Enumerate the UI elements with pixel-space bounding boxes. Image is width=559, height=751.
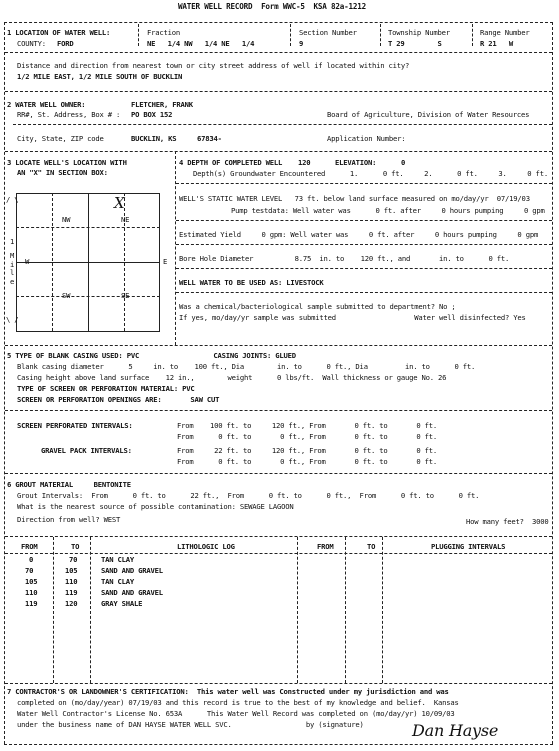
county-value: FORD: [57, 39, 74, 48]
divider: [176, 292, 552, 293]
divider: [5, 473, 552, 474]
certification-line-1: 7 CONTRACTOR'S OR LANDOWNER'S CERTIFICATION: This water well was Constructed under my jurisdiction and was: [7, 687, 449, 696]
log-description: TAN CLAY: [101, 555, 135, 564]
frame-left: [4, 22, 5, 744]
log-from: 105: [25, 577, 38, 586]
divider: [5, 683, 552, 684]
board-text: Board of Agriculture, Division of Water Resources: [327, 110, 530, 119]
mile-arrow-bottom: \ /: [6, 315, 19, 324]
distance-value: 1/2 MILE EAST, 1/2 MILE SOUTH OF BUCKLIN: [17, 72, 183, 81]
elevation-value: 0: [401, 158, 406, 167]
log-from: 119: [25, 599, 38, 608]
log-from: 70: [25, 566, 34, 575]
log-description: SAND AND GRAVEL: [101, 588, 163, 597]
section-value: 9: [299, 39, 304, 48]
perforated-interval-2: From 0 ft. to 0 ft., From 0 ft. to 0 ft.: [177, 432, 438, 441]
divider: [176, 244, 552, 245]
divider: [472, 24, 473, 46]
frame-right: [552, 22, 553, 744]
log-description: GRAY SHALE: [101, 599, 143, 608]
well-location-mark: X: [114, 194, 125, 212]
elevation-label: ELEVATION:: [335, 158, 377, 167]
divider: [297, 537, 298, 683]
divider: [53, 537, 54, 683]
divider: [175, 151, 176, 345]
section-box-title: 3 LOCATE WELL'S LOCATION WITH: [7, 158, 127, 167]
fraction-value: NE 1/4 NW 1/4 NE 1/4: [147, 39, 255, 48]
depth-value: 120: [298, 158, 311, 167]
log-from: 110: [25, 588, 38, 597]
divider: [380, 24, 381, 46]
casing-height-line: Casing height above land surface 12 in., weight 0 lbs/ft. Wall thickness or gauge No. 26: [17, 373, 447, 382]
direction-line: Direction from well? WEST: [17, 515, 121, 524]
log-header-lithologic: LITHOLOGIC LOG: [177, 542, 235, 551]
east-label: E: [163, 257, 168, 266]
log-to: 110: [65, 577, 78, 586]
log-header-from-plug: FROM: [317, 542, 334, 551]
frame-bottom: [4, 744, 553, 745]
log-to: 105: [65, 566, 78, 575]
signature: Dan Hayse: [412, 721, 499, 740]
grout-intervals-line: Grout Intervals: From 0 ft. to 22 ft., From 0 ft. to 0 ft., From 0 ft. to 0 ft.: [17, 491, 480, 500]
divider: [5, 553, 552, 554]
log-to: 120: [65, 599, 78, 608]
log-to: 119: [65, 588, 78, 597]
distance-label: Distance and direction from nearest town or city street address of well if located within city?: [17, 61, 410, 70]
perforated-label: SCREEN PERFORATED INTERVALS:: [17, 421, 133, 430]
divider: [176, 220, 552, 221]
divider: [5, 536, 552, 537]
log-description: TAN CLAY: [101, 577, 135, 586]
range-label: Range Number: [480, 28, 530, 37]
address-label: RR#, St. Address, Box # :: [17, 110, 121, 119]
city-value: BUCKLIN, KS 67834-: [131, 134, 222, 143]
county-label: COUNTY:: [17, 39, 46, 48]
sample-date-line: If yes, mo/day/yr sample was submitted Water well disinfected? Yes: [179, 313, 526, 322]
divider: [138, 24, 139, 46]
divider: [176, 268, 552, 269]
blank-casing-line: Blank casing diameter 5 in. to 100 ft., Dia in. to 0 ft., Dia in. to 0 ft.: [17, 362, 476, 371]
certification-line-2: completed on (mo/day/year) 07/19/03 and this record is true to the best of my knowledge and belief. Kansas: [17, 698, 459, 707]
gravel-interval-1: From 22 ft. to 120 ft., From 0 ft. to 0 ft.: [177, 446, 438, 455]
divider: [345, 537, 346, 683]
bore-line: Bore Hole Diameter 8.75 in. to 120 ft., and in. to 0 ft.: [179, 254, 510, 263]
divider: [290, 24, 291, 46]
divider: [5, 345, 552, 346]
township-label: Township Number: [388, 28, 450, 37]
section-label: Section Number: [299, 28, 357, 37]
ne-label: NE: [121, 215, 130, 224]
mile-arrow-top: / \: [6, 195, 19, 204]
gravel-interval-2: From 0 ft. to 0 ft., From 0 ft. to 0 ft.: [177, 457, 438, 466]
log-header-from: FROM: [21, 542, 38, 551]
location-label: 1 LOCATION OF WATER WELL:: [7, 28, 111, 37]
log-header-to-plug: TO: [367, 542, 376, 551]
screen-material-line: TYPE OF SCREEN OR PERFORATION MATERIAL: PVC: [17, 384, 195, 393]
owner-label: 2 WATER WELL OWNER:: [7, 100, 86, 109]
west-label: W: [25, 257, 30, 266]
application-label: Application Number:: [327, 134, 406, 143]
sw-label: SW: [62, 291, 71, 300]
township-value: T 29 S: [388, 39, 442, 48]
city-label: City, State, ZIP code: [17, 134, 104, 143]
certification-line-4: under the business name of DAN HAYSE WATER WELL SVC. by (signature): [17, 720, 364, 729]
mile-number: 1: [10, 237, 15, 246]
frame-top: [4, 22, 553, 23]
depth-label: 4 DEPTH OF COMPLETED WELL: [179, 158, 283, 167]
static-level-line: WELL'S STATIC WATER LEVEL 73 ft. below land surface measured on mo/day/yr 07/19/03: [179, 194, 530, 203]
casing-type-line: 5 TYPE OF BLANK CASING USED: PVC CASING JOINTS: GLUED: [7, 351, 296, 360]
gravel-pack-label: GRAVEL PACK INTERVALS:: [41, 446, 132, 455]
divider: [5, 52, 552, 53]
divider: [5, 151, 552, 152]
owner-value: FLETCHER, FRANK: [131, 100, 193, 109]
divider: [13, 124, 552, 125]
divider: [5, 91, 552, 92]
log-to: 70: [69, 555, 78, 564]
water-use-line: WELL WATER TO BE USED AS: LIVESTOCK: [179, 278, 324, 287]
distance-feet-line: How many feet? 3000: [466, 517, 549, 526]
perforated-interval-1: From 100 ft. to 120 ft., From 0 ft. to 0 ft.: [177, 421, 438, 430]
contamination-line: What is the nearest source of possible contamination: SEWAGE LAGOON: [17, 502, 294, 511]
log-header-to: TO: [71, 542, 80, 551]
section-box-subtitle: AN "X" IN SECTION BOX:: [17, 168, 108, 177]
form-title: WATER WELL RECORD Form WWC-5 KSA 82a-1212: [178, 2, 366, 11]
divider: [176, 183, 552, 184]
fraction-label: Fraction: [147, 28, 181, 37]
yield-line: Estimated Yield 0 gpm: Well water was 0 ft. after 0 hours pumping 0 gpm: [179, 230, 539, 239]
log-description: SAND AND GRAVEL: [101, 566, 163, 575]
nw-label: NW: [62, 215, 71, 224]
log-from: 0: [29, 555, 34, 564]
log-header-plugging: PLUGGING INTERVALS: [431, 542, 506, 551]
groundwater-line: Depth(s) Groundwater Encountered 1. 0 ft. 2. 0 ft. 3. 0 ft.: [193, 169, 548, 178]
grout-material-line: 6 GROUT MATERIAL BENTONITE: [7, 480, 131, 489]
section-grid: [16, 193, 160, 331]
range-value: R 21 W: [480, 39, 514, 48]
address-value: PO BOX 152: [131, 110, 173, 119]
chemical-sample-line: Was a chemical/bacteriological sample submitted to department? No ;: [179, 302, 456, 311]
divider: [5, 410, 552, 411]
screen-openings-line: SCREEN OR PERFORATION OPENINGS ARE: SAW CUT: [17, 395, 220, 404]
mile-label: M i l e: [10, 251, 15, 286]
pump-test-line: Pump testdata: Well water was 0 ft. after 0 hours pumping 0 gpm: [231, 206, 545, 215]
divider: [382, 537, 383, 683]
se-label: SE: [121, 291, 130, 300]
divider: [90, 537, 91, 683]
certification-line-3: Water Well Contractor's License No. 653A This Water Well Record was completed on (mo/day/yr) 10/09/03: [17, 709, 455, 718]
